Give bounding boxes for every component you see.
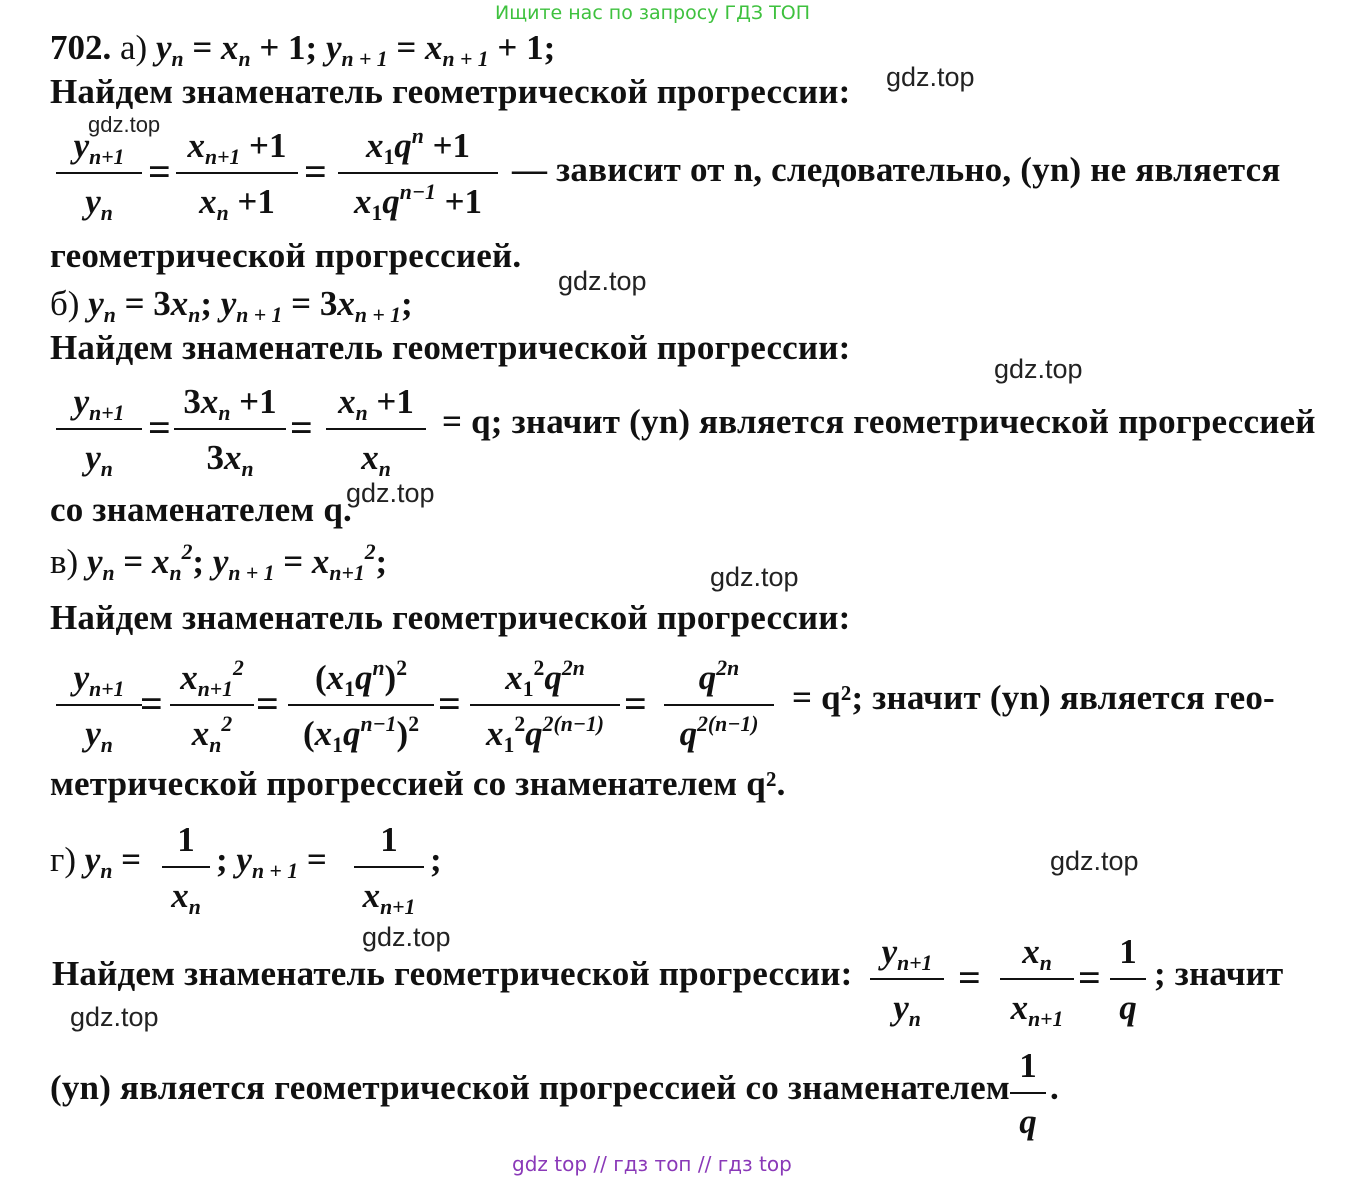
equals-sign: = xyxy=(304,149,327,194)
section-c-frac-1: $y_{n+1}$ $y_n$ xyxy=(56,656,142,756)
section-d-label: г) xyxy=(50,840,77,879)
section-b-conclusion-next: со знаменателем q. xyxy=(50,490,352,529)
bottom-banner: gdz top // гдз топ // гдз top xyxy=(512,1152,792,1176)
section-d-conclusion-next: (yn) является геометрической прогрессией со знаменателем xyxy=(50,1068,1010,1107)
section-b-intro: Найдем знаменатель геометрической прогрессии: xyxy=(50,328,851,367)
section-d-conclusion-inline: ; значит xyxy=(1154,954,1284,993)
equals-sign: = xyxy=(958,955,981,1000)
section-d-intro: Найдем знаменатель геометрической прогрессии: xyxy=(52,954,853,993)
section-d-frac-2: $x_n$ $x_{n+1}$ xyxy=(1000,930,1074,1030)
section-c-label: в) xyxy=(50,542,79,581)
section-b-conclusion-inline: = q; значит (yn) является геометрической прогрессией xyxy=(442,402,1316,441)
section-d-frac-3: 1 q xyxy=(1110,930,1146,1030)
section-a-label: а) xyxy=(120,28,148,67)
watermark: gdz.top xyxy=(70,1002,159,1032)
section-d-def-frac-2: 1 $x_{n+1}$ xyxy=(354,818,424,918)
top-banner: Ищите нас по запросу ГДЗ ТОП xyxy=(495,2,810,24)
section-d-final-dot: . xyxy=(1050,1068,1059,1107)
section-a-frac-3: $x_1q^n +1$ $x_1q^{n-1} +1$ xyxy=(338,124,498,224)
section-c-conclusion-next: метрической прогрессией со знаменателем q². xyxy=(50,764,786,803)
watermark: gdz.top xyxy=(710,562,799,592)
section-d-def-frac-1: 1 $x_n$ xyxy=(162,818,210,918)
section-a-frac-2: $x_{n+1} +1$ $x_n +1$ xyxy=(176,124,298,224)
section-c-frac-3: $(x_1q^n)^2$ $(x_1q^{n-1})^2$ xyxy=(288,656,434,756)
section-d-label-group: г) $y_n$ = xyxy=(50,840,142,883)
equals-sign: = xyxy=(140,681,163,726)
section-a-intro: Найдем знаменатель геометрической прогрессии: xyxy=(50,72,851,111)
section-c-intro: Найдем знаменатель геометрической прогрессии: xyxy=(50,598,851,637)
section-d-final-frac: 1 q xyxy=(1010,1044,1046,1144)
section-b-label: б) xyxy=(50,284,80,323)
section-a-conclusion-next: геометрической прогрессией. xyxy=(50,236,522,275)
section-c-frac-4: $x_1^2q^{2n}$ $x_1^2q^{2(n-1)}$ xyxy=(470,656,620,756)
equals-sign: = xyxy=(148,405,171,450)
watermark: gdz.top xyxy=(362,922,451,952)
equals-sign: = xyxy=(438,681,461,726)
section-b-frac-3: $x_n +1$ $x_n$ xyxy=(326,380,426,480)
watermark: gdz.top xyxy=(346,478,435,508)
equals-sign: = xyxy=(290,405,313,450)
section-a-header: 702. а) $y_n = x_n + 1$; $y_{n + 1} = x_{n + 1} + 1$; xyxy=(50,28,556,71)
watermark: gdz.top xyxy=(994,354,1083,384)
section-c-frac-2: $x_{n+1}^2$ $x_n^2$ xyxy=(170,656,254,756)
watermark: gdz.top xyxy=(558,266,647,296)
section-c-conclusion-inline: = q²; значит (yn) является гео- xyxy=(792,678,1275,717)
watermark: gdz.top xyxy=(88,112,161,137)
section-d-def-mid: ; $y_{n + 1}$ = xyxy=(216,840,327,883)
watermark: gdz.top xyxy=(886,62,975,92)
section-b-frac-1: $y_{n+1}$ $y_n$ xyxy=(56,380,142,480)
equals-sign: = xyxy=(148,149,171,194)
problem-number: 702. xyxy=(50,28,112,67)
section-d-frac-1: $y_{n+1}$ $y_n$ xyxy=(870,930,944,1030)
equals-sign: = xyxy=(256,681,279,726)
section-c-header: в) $y_n = x_n^2$; $y_{n + 1} = x_{n+1}^2$; xyxy=(50,539,388,585)
section-a-frac-1: $y_{n+1}$ $y_n$ xyxy=(56,124,142,224)
section-c-frac-5: $q^{2n}$ $q^{2(n-1)}$ xyxy=(664,656,774,756)
section-b-frac-2: $3x_n +1$ $3x_n$ xyxy=(174,380,286,480)
watermark: gdz.top xyxy=(1050,846,1139,876)
section-d-def-end: ; xyxy=(430,840,442,879)
equals-sign: = xyxy=(1078,955,1101,1000)
section-a-conclusion-inline: — зависит от n, следовательно, (yn) не является xyxy=(512,150,1281,189)
section-b-header: б) $y_n = 3x_n$; $y_{n + 1} = 3x_{n + 1}$; xyxy=(50,284,413,327)
equals-sign: = xyxy=(624,681,647,726)
